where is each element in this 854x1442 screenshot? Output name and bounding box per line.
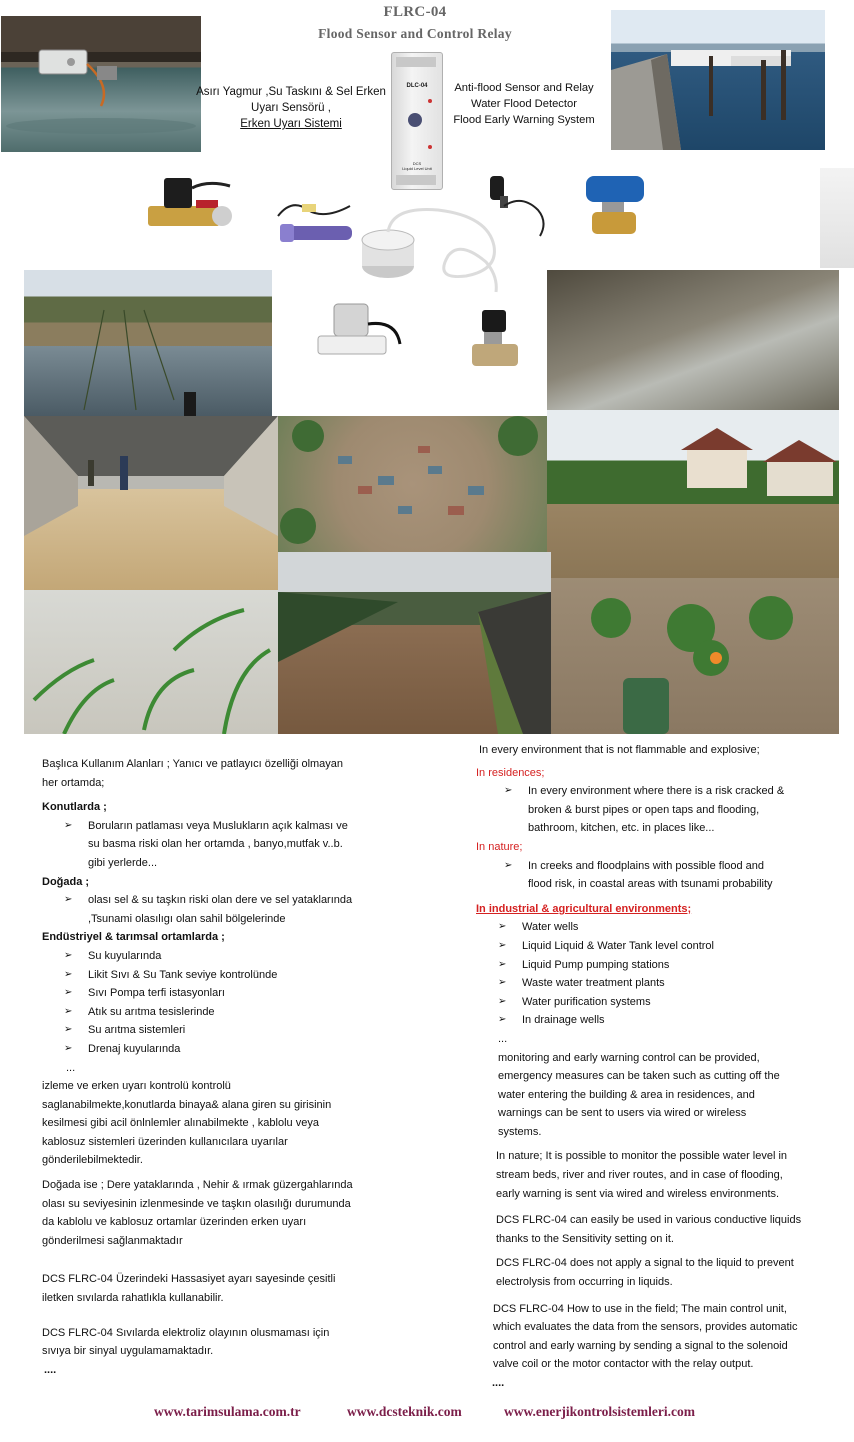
en-nature-title: In nature; <box>476 840 523 853</box>
relay-terminal-top <box>396 57 436 67</box>
sensitivity-knob-icon <box>408 113 422 127</box>
en-p2-line: In nature; It is possible to monitor the possible water level in <box>496 1150 788 1163</box>
photo-river-flood <box>278 552 551 734</box>
en-header-text <box>448 80 600 128</box>
tr-paragraph-1 <box>42 1077 372 1170</box>
en-industry-title: In industrial & agricultural environments; <box>476 902 692 915</box>
list-item: ➢ Waste water treatment plants <box>476 974 816 993</box>
tr-header-line-3: Erken Uyarı Sistemi <box>240 118 342 130</box>
tr-header-line-2: Uyarı Sensörü , <box>251 102 331 114</box>
en-end-dots: .... <box>492 1377 505 1389</box>
tr-residences-item-line-1: Boruların patlaması veya Muslukların açık kalması ve <box>88 819 348 832</box>
en-paragraph-5 <box>476 1300 816 1374</box>
en-p4-line: DCS FLRC-04 does not apply a signal to the liquid to prevent <box>496 1257 794 1270</box>
en-residences-title: In residences; <box>476 766 545 779</box>
tr-nature-title: Doğada ; <box>42 875 90 888</box>
en-residences-list <box>476 782 816 838</box>
tr-p3-line: iletken sıvılarda rahatlıkla kullanabilir. <box>42 1292 224 1305</box>
tr-p2-line: olası su seviyesinin izlenmesinde ve taşkın olasılığı durumunda <box>42 1197 351 1210</box>
sensor-dock-graphic <box>1 16 201 152</box>
relay-sublabel: DCS Liquid Level Unit <box>402 161 432 171</box>
tr-paragraph-4 <box>42 1324 372 1361</box>
en-p5-line: valve coil or the motor contactor with the relay output. <box>493 1358 754 1371</box>
brass-solenoid-valve-image <box>138 172 234 240</box>
list-item: ➢ Likit Sıvı & Su Tank seviye kontrolünde <box>42 966 372 985</box>
footer-link-enerjikontrol[interactable]: www.enerjikontrolsistemleri.com <box>504 1404 695 1419</box>
tr-p4-line: sıvıya bir sinyal uygulamamaktadır. <box>42 1345 214 1358</box>
motorized-valve-image <box>580 170 650 240</box>
led-icon-2 <box>428 145 432 149</box>
tr-dots: ... <box>66 1061 76 1074</box>
list-item <box>476 782 816 838</box>
list-item: ➢ In drainage wells <box>476 1011 816 1030</box>
en-p5-line: DCS FLRC-04 How to use in the field; The main control unit, <box>493 1302 787 1315</box>
tr-residences-item-line-2: su basma riski olan her ortamda , banyo,mutfak v..b. <box>88 838 343 851</box>
tr-nature-list <box>42 891 372 928</box>
en-nature-item-line-1: In creeks and floodplains with possible flood and <box>528 859 765 872</box>
list-item <box>42 891 372 928</box>
list-item: ➢ Sıvı Pompa terfi istasyonları <box>42 984 372 1003</box>
tr-industry-title: Endüstriyel & tarımsal ortamlarda ; <box>42 931 225 944</box>
plastic-solenoid-valve-image <box>312 300 404 370</box>
en-p1-line: water entering the building & area in residences, and <box>498 1088 755 1101</box>
tr-p2-line: gönderilmesi sağlanmaktadır <box>42 1234 183 1247</box>
footer-link-dcsteknik[interactable]: www.dcsteknik.com <box>347 1404 462 1419</box>
en-p5-line: control and early warning by sending a signal to the solenoid <box>493 1339 788 1352</box>
en-residences-item-line-3: bathroom, kitchen, etc. in places like... <box>528 822 715 835</box>
en-paragraph-2 <box>476 1147 816 1203</box>
right-column-english <box>476 741 816 1393</box>
en-residences-item-line-1: In every environment where there is a risk cracked & <box>528 785 785 798</box>
product-model: FLRC-04 <box>383 4 447 20</box>
tr-header-line-1: Asırı Yagmur ,Su Taskını & Sel Erken <box>196 86 386 98</box>
en-paragraph-3 <box>476 1211 816 1248</box>
en-p1-line: warnings can be sent to users via wired or wireless <box>498 1107 747 1120</box>
product-subtitle: Flood Sensor and Control Relay <box>318 26 512 41</box>
tr-residences-list <box>42 817 372 873</box>
photo-sensor-under-dock <box>1 16 201 152</box>
footer-link-tarimsulama[interactable]: www.tarimsulama.com.tr <box>154 1404 301 1419</box>
en-p1-line: monitoring and early warning control can be provided, <box>498 1051 760 1064</box>
tr-industry-list <box>42 947 372 1059</box>
en-p1-line: emergency measures can be taken such as cutting off the <box>498 1070 780 1083</box>
list-item: ➢ Atık su arıtma tesislerinde <box>42 1003 372 1022</box>
relay-terminal-bottom <box>396 175 436 185</box>
list-item: ➢ Drenaj kuyularında <box>42 1040 372 1059</box>
en-p3-line: DCS FLRC-04 can easily be used in various conductive liquids <box>496 1214 802 1227</box>
photo-flooded-village-aerial <box>278 416 547 552</box>
tr-paragraph-2 <box>42 1176 372 1250</box>
list-item: ➢ Water wells <box>476 918 816 937</box>
photo-pier <box>611 10 825 150</box>
en-header-line-3: Flood Early Warning System <box>453 114 595 126</box>
en-p2-line: stream beds, river and river routes, and in case of flooding, <box>496 1169 783 1182</box>
tr-p1-line: kablosuz sistemleri üzerinden kullanıcılara uyarılar <box>42 1135 288 1148</box>
en-p2-line: early warning is sent via wired and wireless environments. <box>496 1187 780 1200</box>
en-nature-list <box>476 857 816 894</box>
photo-flooded-houses <box>547 410 839 578</box>
en-dots: ... <box>498 1032 508 1045</box>
en-residences-item-line-2: broken & burst pipes or open taps and flooding, <box>528 803 760 816</box>
left-column-turkish <box>42 755 372 1379</box>
en-p1-line: systems. <box>498 1125 542 1138</box>
tr-nature-item-line-2: ,Tsunami olasılıgı olan sahil bölgelerinde <box>88 912 286 925</box>
brass-valve-small-image <box>466 306 528 374</box>
tr-p4-line: DCS FLRC-04 Sıvılarda elektroliz olayının olusmaması için <box>42 1326 330 1339</box>
photo-flooded-tunnel <box>24 416 278 590</box>
list-item <box>42 817 372 873</box>
level-sensor-cable-image <box>348 206 512 298</box>
tr-intro-line-1: Başlıca Kullanım Alanları ; Yanıcı ve patlayıcı özelliği olmayan <box>42 758 344 770</box>
en-header-line-2: Water Flood Detector <box>471 98 577 110</box>
en-p5-line: which evaluates the data from the sensors, provides automatic <box>493 1321 798 1334</box>
list-item: ➢ Su kuyularında <box>42 947 372 966</box>
list-item: ➢ Liquid Liquid & Water Tank level control <box>476 937 816 956</box>
en-industry-list <box>476 918 816 1030</box>
relay-label: DLC-04 <box>406 83 428 89</box>
en-header-line-1: Anti-flood Sensor and Relay <box>454 82 594 94</box>
list-item: ➢ Liquid Pump pumping stations <box>476 956 816 975</box>
tr-residences-item-line-3: gibi yerlerde... <box>88 856 158 869</box>
tr-p1-line: gönderilebilmektedir. <box>42 1154 143 1167</box>
tr-p2-line: Doğada ise ; Dere yataklarında , Nehir & ırmak güzergahlarında <box>42 1179 353 1192</box>
relay-unit-image <box>391 52 443 190</box>
en-intro: In every environment that is not flammable and explosive; <box>479 744 760 756</box>
photo-flooded-field <box>24 270 272 416</box>
tr-p3-line: DCS FLRC-04 Üzerindeki Hassasiyet ayarı sayesinde çesitli <box>42 1273 336 1286</box>
list-item <box>476 857 816 894</box>
en-p3-line: thanks to the Sensitivity setting on it. <box>496 1232 674 1245</box>
tr-p1-line: izleme ve erken uyarı kontrolü kontrolü <box>42 1080 231 1093</box>
tr-p1-line: kesilmesi gibi acil önlnlemler alınabilmekte , kablolu veya <box>42 1117 319 1130</box>
photo-stream-overflow <box>547 270 839 410</box>
tr-header-text <box>196 84 386 132</box>
led-icon <box>428 99 432 103</box>
tr-paragraph-3 <box>42 1270 372 1307</box>
partial-device-photo <box>820 168 854 268</box>
en-p4-line: electrolysis from occurring in liquids. <box>496 1276 673 1289</box>
photo-flooded-garden <box>551 578 839 734</box>
list-item: ➢ Su arıtma sistemleri <box>42 1021 372 1040</box>
en-paragraph-4 <box>476 1254 816 1291</box>
tr-residences-title: Konutlarda ; <box>42 801 107 814</box>
tr-end-dots: .... <box>44 1363 57 1376</box>
pier-graphic <box>611 10 825 150</box>
en-nature-item-line-2: flood risk, in coastal areas with tsunami probability <box>528 878 773 891</box>
list-item: ➢ Water purification systems <box>476 993 816 1012</box>
tr-p2-line: da kablolu ve kablosuz ortamlar üzerinden erken uyarı <box>42 1216 307 1229</box>
tr-p1-line: saglanabilmekte,konutlarda binaya& alana giren su girisinin <box>42 1098 332 1111</box>
probe-sensor-image <box>272 196 356 248</box>
tr-intro-line-2: her ortamda; <box>42 776 105 789</box>
photo-flooded-corn <box>24 590 278 734</box>
tr-nature-item-line-1: olası sel & su taşkın riski olan dere ve sel yataklarında <box>88 894 353 907</box>
en-paragraph-1 <box>476 1049 816 1142</box>
